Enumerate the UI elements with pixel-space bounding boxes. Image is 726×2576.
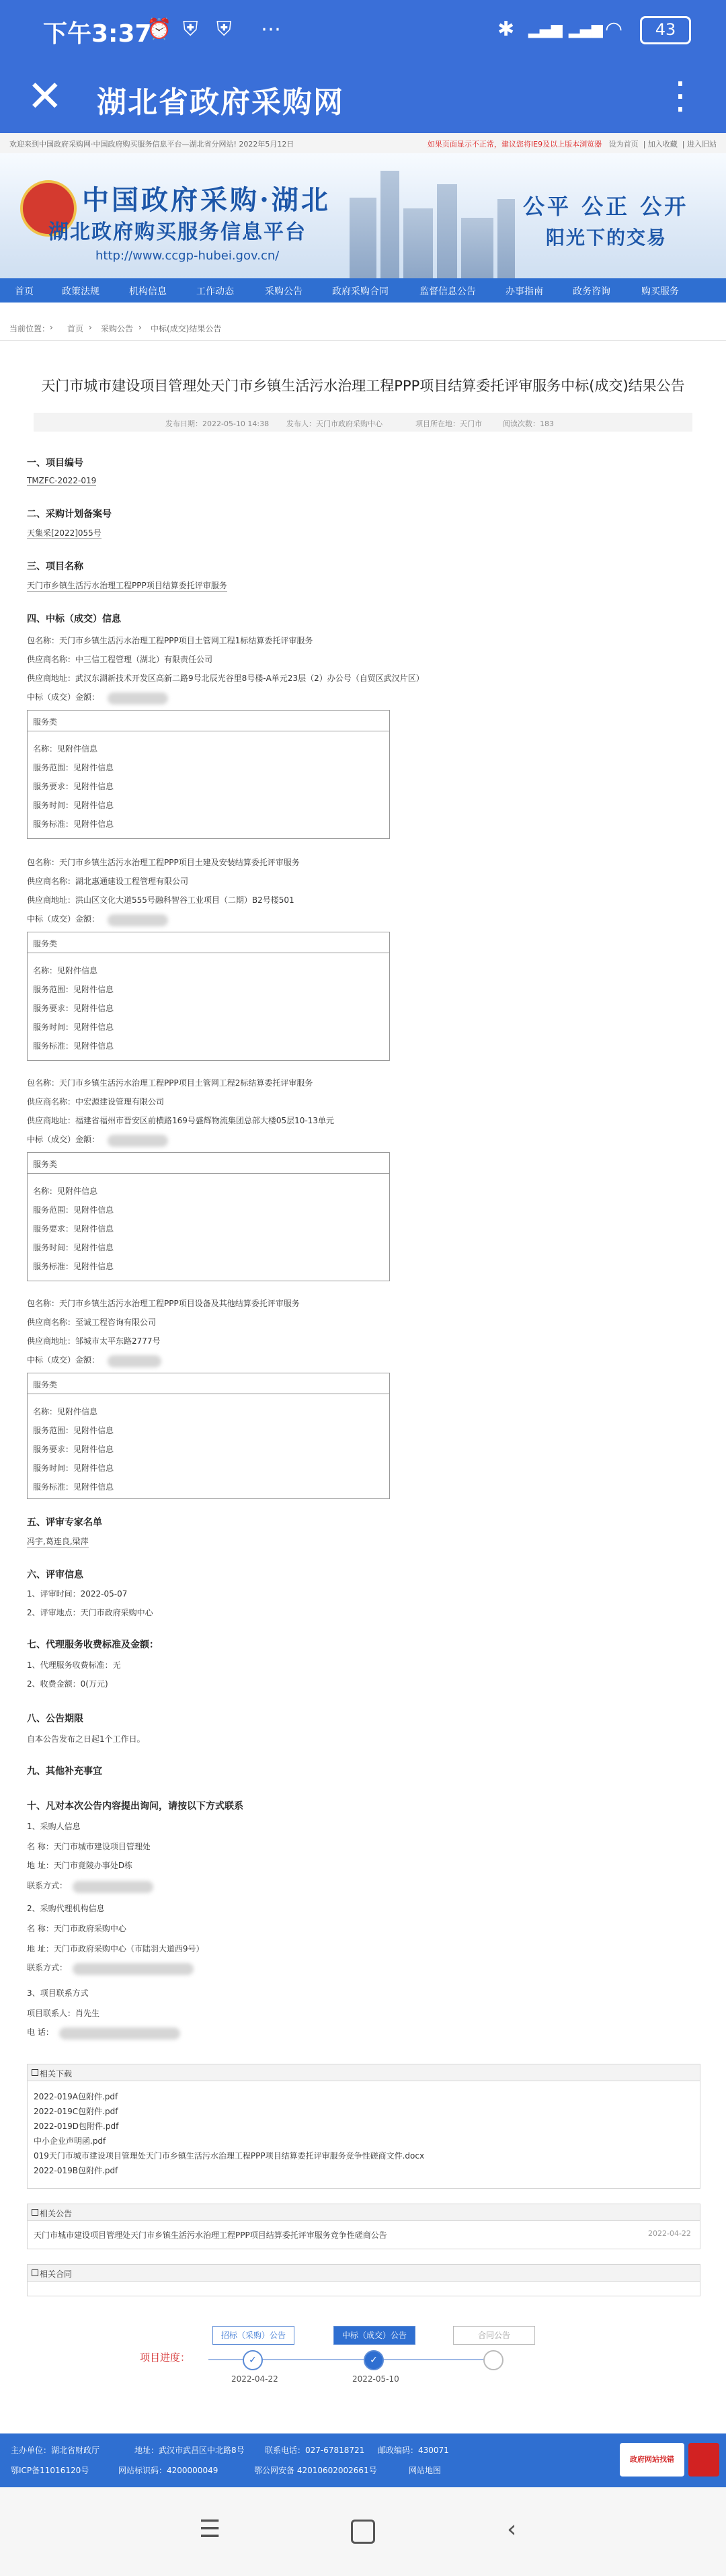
progress-label: 项目进度： [140, 2351, 191, 2364]
shield-icon: ⛨ [183, 17, 198, 41]
service-line: 服务时间：见附件信息 [33, 1243, 114, 1252]
service-line: 服务范围：见附件信息 [33, 1205, 114, 1215]
purchaser-name: 名 称：天门市城市建设项目管理处 [27, 1842, 151, 1851]
service-line: 服务范围：见附件信息 [33, 1426, 114, 1435]
review-place: 2、评审地点：天门市政府采购中心 [27, 1608, 153, 1617]
package-name: 包名称：天门市乡镇生活污水治理工程PPP项目土管网工程1标结算委托评审服务 [27, 636, 313, 645]
service-line: 服务要求：见附件信息 [33, 1004, 114, 1013]
skyline-building [437, 184, 457, 278]
project-number: TMZFC-2022-019 [27, 476, 97, 485]
download-file[interactable]: 019天门市城市建设项目管理处天门市乡镇生活污水治理工程PPP项目结算委托评审服务竞争性磋商文件.docx [34, 2151, 425, 2161]
supplier-address: 供应商地址：洪山区文化大道555号融科智谷工业项目（二期）B2号楼501 [27, 895, 294, 905]
package-name: 包名称：天门市乡镇生活污水治理工程PPP项目土建及安装结算委托评审服务 [27, 858, 300, 867]
redacted-amount [108, 1355, 161, 1367]
contact-project-heading: 3、项目联系方式 [27, 1988, 89, 1998]
agency-address: 地 址：天门市政府采购中心（市陆羽大道西9号） [27, 1944, 204, 1954]
supplier-name: 供应商名称：湖北惠通建设工程管理有限公司 [27, 877, 189, 886]
read-count: 阅读次数：183 [503, 419, 554, 428]
breadcrumb-current: 中标(成交)结果公告 [151, 324, 222, 333]
close-icon[interactable]: ✕ [27, 72, 63, 122]
footer-sitemap[interactable]: 网站地图 [409, 2466, 442, 2475]
service-line: 服务范围：见附件信息 [33, 763, 114, 772]
agency-name: 名 称：天门市政府采购中心 [27, 1924, 126, 1933]
section-fees: 七、代理服务收费标准及金额： [27, 1640, 159, 1650]
service-line: 名称：见附件信息 [33, 966, 98, 975]
publish-date: 发布日期：2022-05-10 14:38 [165, 419, 270, 428]
progress-step-tender[interactable]: 招标（采购）公告 [212, 2326, 294, 2345]
contract-icon [32, 2269, 38, 2276]
review-time: 1、评审时间：2022-05-07 [27, 1589, 128, 1599]
nav-news[interactable]: 工作动态 [196, 286, 234, 297]
app-title: 湖北省政府采购网 [97, 85, 344, 120]
status-time: 下午3:37 [43, 20, 152, 48]
service-line: 服务时间：见附件信息 [33, 1022, 114, 1032]
progress-date: 2022-05-10 [352, 2374, 399, 2384]
back-icon[interactable]: ‹ [507, 2515, 517, 2543]
footer-postcode: 邮政编码：430071 [378, 2446, 449, 2455]
alarm-icon: ⏰ [147, 17, 172, 41]
related-notice-date: 2022-04-22 [648, 2229, 691, 2238]
breadcrumb-home[interactable]: 首页 [67, 324, 84, 333]
service-table [27, 1152, 390, 1281]
nav-supervision[interactable]: 监督信息公告 [419, 286, 476, 297]
nav-contracts[interactable]: 政府采购合同 [332, 286, 389, 297]
service-line: 名称：见附件信息 [33, 1407, 98, 1416]
service-line: 名称：见附件信息 [33, 1186, 98, 1196]
notice-period: 自本公告发布之日起1个工作日。 [27, 1734, 145, 1744]
nav-purchase-service[interactable]: 购买服务 [641, 286, 679, 297]
service-line: 服务时间：见附件信息 [33, 801, 114, 810]
download-icon [32, 2069, 38, 2076]
award-amount-label: 中标（成交）金额： [27, 692, 100, 702]
service-line: 名称：见附件信息 [33, 744, 98, 754]
article-meta [34, 413, 692, 432]
purchaser-address: 地 址：天门市竟陵办事处D栋 [27, 1861, 133, 1870]
signal-icon-2: ▂▄▆ [569, 22, 603, 38]
agency-contact: 联系方式： [27, 1963, 68, 1972]
project-phone: 电 话： [27, 2027, 54, 2037]
banner-slogan-1: 公平 公正 公开 [523, 194, 689, 219]
service-line: 服务时间：见附件信息 [33, 1463, 114, 1473]
section-plan-number: 二、采购计划备案号 [27, 509, 112, 520]
emblem-badge-icon [688, 2443, 719, 2477]
shield-icon-2: ⛨ [216, 17, 232, 41]
banner-slogan-2: 阳光下的交易 [546, 227, 668, 249]
supplier-address: 供应商地址：邹城市太平东路2777号 [27, 1336, 161, 1346]
downloads-header: 相关下载 [40, 2069, 73, 2079]
progress-step-contract[interactable]: 合同公告 [453, 2326, 535, 2345]
notice-icon [32, 2209, 38, 2216]
welcome-text: 欢迎来到中国政府采购网·中国政府购买服务信息平台—湖北省分网站! 2022年5月12日 [9, 140, 294, 149]
section-award-info: 四、中标（成交）信息 [27, 614, 121, 625]
service-line: 服务要求：见附件信息 [33, 782, 114, 791]
redacted-contact [73, 1881, 153, 1893]
supplier-name: 供应商名称：至诚工程咨询有限公司 [27, 1318, 157, 1327]
redacted-phone [59, 2027, 180, 2040]
footer-organizer: 主办单位：湖北省财政厅 [11, 2446, 100, 2455]
check-icon: ✓ [364, 2350, 384, 2370]
section-other: 九、其他补充事宜 [27, 1766, 102, 1777]
progress-step-award[interactable]: 中标（成交）公告 [333, 2326, 415, 2345]
download-file[interactable]: 中小企业声明函.pdf [34, 2136, 106, 2146]
more-menu-icon[interactable]: ⋮ [661, 74, 699, 118]
system-nav-bar [0, 2487, 726, 2576]
home-icon[interactable] [351, 2520, 375, 2544]
supplier-address: 供应商地址：福建省福州市晋安区前横路169号盛辉物流集团总部大楼05层10-13单元 [27, 1116, 335, 1125]
skyline-building [461, 218, 493, 278]
download-file[interactable]: 2022-019A包附件.pdf [34, 2092, 118, 2101]
check-icon: ✓ [243, 2350, 263, 2370]
download-file[interactable]: 2022-019D包附件.pdf [34, 2122, 119, 2131]
downloads-panel [27, 2064, 700, 2189]
award-amount-label: 中标（成交）金额： [27, 1135, 100, 1144]
service-line: 服务标准：见附件信息 [33, 1482, 114, 1492]
wifi-icon: ◠ [605, 17, 623, 41]
redacted-amount [108, 914, 168, 926]
service-line: 服务要求：见附件信息 [33, 1224, 114, 1234]
progress-date: 2022-04-22 [231, 2374, 278, 2384]
banner-url: http://www.ccgp-hubei.gov.cn/ [95, 249, 280, 263]
skyline-building [497, 199, 515, 278]
award-amount-label: 中标（成交）金额： [27, 914, 100, 924]
contact-agency-heading: 2、采购代理机构信息 [27, 1904, 105, 1913]
app-bar [0, 61, 726, 133]
section-project-number: 一、项目编号 [27, 458, 83, 469]
section-notice-period: 八、公告期限 [27, 1714, 83, 1724]
old-site-link[interactable]: 进入旧站 [687, 140, 717, 149]
fee-standard: 1、代理服务收费标准：无 [27, 1660, 121, 1670]
service-line: 服务标准：见附件信息 [33, 819, 114, 829]
footer-phone: 联系电话：027-67818721 [265, 2446, 365, 2455]
banner-title: 中国政府采购·湖北 [82, 184, 331, 216]
nav-home[interactable]: 首页 [15, 286, 34, 297]
top-info-strip [0, 133, 726, 154]
status-bar [0, 0, 726, 61]
project-location: 项目所在地：天门市 [415, 419, 482, 428]
related-notice-link[interactable]: 天门市城市建设项目管理处天门市乡镇生活污水治理工程PPP项目结算委托评审服务竞争性磋商公告 [34, 2230, 387, 2240]
main-nav [0, 278, 726, 303]
plan-number: 天集采[2022]055号 [27, 528, 102, 538]
service-line: 服务标准：见附件信息 [33, 1262, 114, 1271]
service-line: 服务标准：见附件信息 [33, 1041, 114, 1051]
section-review-info: 六、评审信息 [27, 1570, 83, 1580]
site-banner [0, 153, 726, 278]
service-table [27, 932, 390, 1061]
related-notice-header: 相关公告 [40, 2209, 73, 2218]
footer-site-code: 网站标识码：4200000049 [118, 2466, 218, 2475]
package-name: 包名称：天门市乡镇生活污水治理工程PPP项目设备及其他结算委托评审服务 [27, 1299, 300, 1308]
expert-list: 冯宇,葛连良,梁萍 [27, 1537, 89, 1546]
service-line: 服务要求：见附件信息 [33, 1445, 114, 1454]
related-contract-header: 相关合同 [40, 2269, 73, 2279]
nav-guide[interactable]: 办事指南 [506, 286, 543, 297]
purchaser-contact: 联系方式： [27, 1881, 68, 1890]
download-file[interactable]: 2022-019B包附件.pdf [34, 2166, 118, 2175]
signal-icon: ▂▄▆ [528, 22, 563, 38]
skyline-building [350, 198, 376, 278]
award-amount-label: 中标（成交）金额： [27, 1355, 100, 1365]
battery-level: 43 [655, 20, 676, 39]
related-notice-panel [27, 2204, 700, 2249]
article-title: 天门市城市建设项目管理处天门市乡镇生活污水治理工程PPP项目结算委托评审服务中标(成交)结果公告 [41, 378, 685, 394]
add-favorite-link[interactable]: 加入收藏 [647, 140, 678, 149]
contact-purchaser-heading: 1、采购人信息 [27, 1822, 81, 1831]
service-line: 服务范围：见附件信息 [33, 985, 114, 994]
top-right-area: 如果页面显示不正常，建议您将IE9及以上版本浏览器 设为首页 | 加入收藏 | 进入旧站 [427, 140, 717, 149]
report-error-badge[interactable]: 政府网站找错 [620, 2443, 684, 2477]
service-category: 服务类 [33, 1380, 58, 1390]
banner-subtitle: 湖北政府购买服务信息平台 [48, 220, 307, 244]
related-contract-panel [27, 2264, 700, 2296]
more-notifications-icon: ⋯ [261, 17, 281, 41]
supplier-address: 供应商地址：武汉东湖新技术开发区高新二路9号北辰光谷里8号楼-A单元23层（2）办公号（自贸区武汉片区） [27, 674, 424, 683]
package-name: 包名称：天门市乡镇生活污水治理工程PPP项目土管网工程2标结算委托评审服务 [27, 1078, 313, 1088]
set-homepage-link[interactable]: 设为首页 [608, 140, 639, 149]
project-name: 天门市乡镇生活污水治理工程PPP项目结算委托评审服务 [27, 581, 227, 590]
breadcrumb-label: 当前位置： [9, 324, 50, 333]
section-project-name: 三、项目名称 [27, 561, 83, 572]
service-table [27, 1373, 390, 1499]
pending-circle-icon [483, 2350, 503, 2370]
site-footer [0, 2433, 726, 2487]
service-table [27, 710, 390, 839]
bluetooth-icon: ✱ [497, 17, 515, 41]
project-contact-person: 项目联系人：肖先生 [27, 2009, 100, 2018]
breadcrumb-procurement[interactable]: 采购公告 [101, 324, 134, 333]
skyline-building [403, 208, 433, 278]
battery-icon [640, 16, 691, 44]
publisher: 发布人：天门市政府采购中心 [286, 419, 382, 428]
section-contact: 十、凡对本次公告内容提出询问，请按以下方式联系 [27, 1801, 243, 1812]
browser-notice: 如果页面显示不正常，建议您将IE9及以上版本浏览器 [427, 140, 602, 149]
nav-consult[interactable]: 政务咨询 [573, 286, 610, 297]
redacted-contact [73, 1963, 194, 1975]
supplier-name: 供应商名称：中三信工程管理（湖北）有限责任公司 [27, 655, 213, 664]
redacted-amount [108, 692, 168, 705]
section-experts: 五、评审专家名单 [27, 1517, 102, 1528]
nav-agencies[interactable]: 机构信息 [129, 286, 167, 297]
breadcrumb: 当前位置： › 首页 › 采购公告 › 中标(成交)结果公告 [0, 316, 726, 341]
redacted-amount [108, 1135, 168, 1147]
nav-procurement[interactable]: 采购公告 [265, 286, 302, 297]
nav-policy[interactable]: 政策法规 [62, 286, 99, 297]
footer-address: 地址：武汉市武昌区中北路8号 [134, 2446, 245, 2455]
recent-apps-icon[interactable]: ☰ [199, 2515, 221, 2543]
supplier-name: 供应商名称：中宏源建设管理有限公司 [27, 1097, 165, 1106]
skyline-building [380, 171, 399, 278]
footer-icp[interactable]: 鄂ICP备11016120号 [11, 2466, 89, 2475]
footer-police-record[interactable]: 鄂公网安备 42010602002661号 [254, 2466, 377, 2475]
service-category: 服务类 [33, 717, 58, 727]
fee-amount: 2、收费金额：0(万元) [27, 1679, 108, 1689]
service-category: 服务类 [33, 1160, 58, 1169]
service-category: 服务类 [33, 939, 58, 949]
download-file[interactable]: 2022-019C包附件.pdf [34, 2107, 118, 2116]
